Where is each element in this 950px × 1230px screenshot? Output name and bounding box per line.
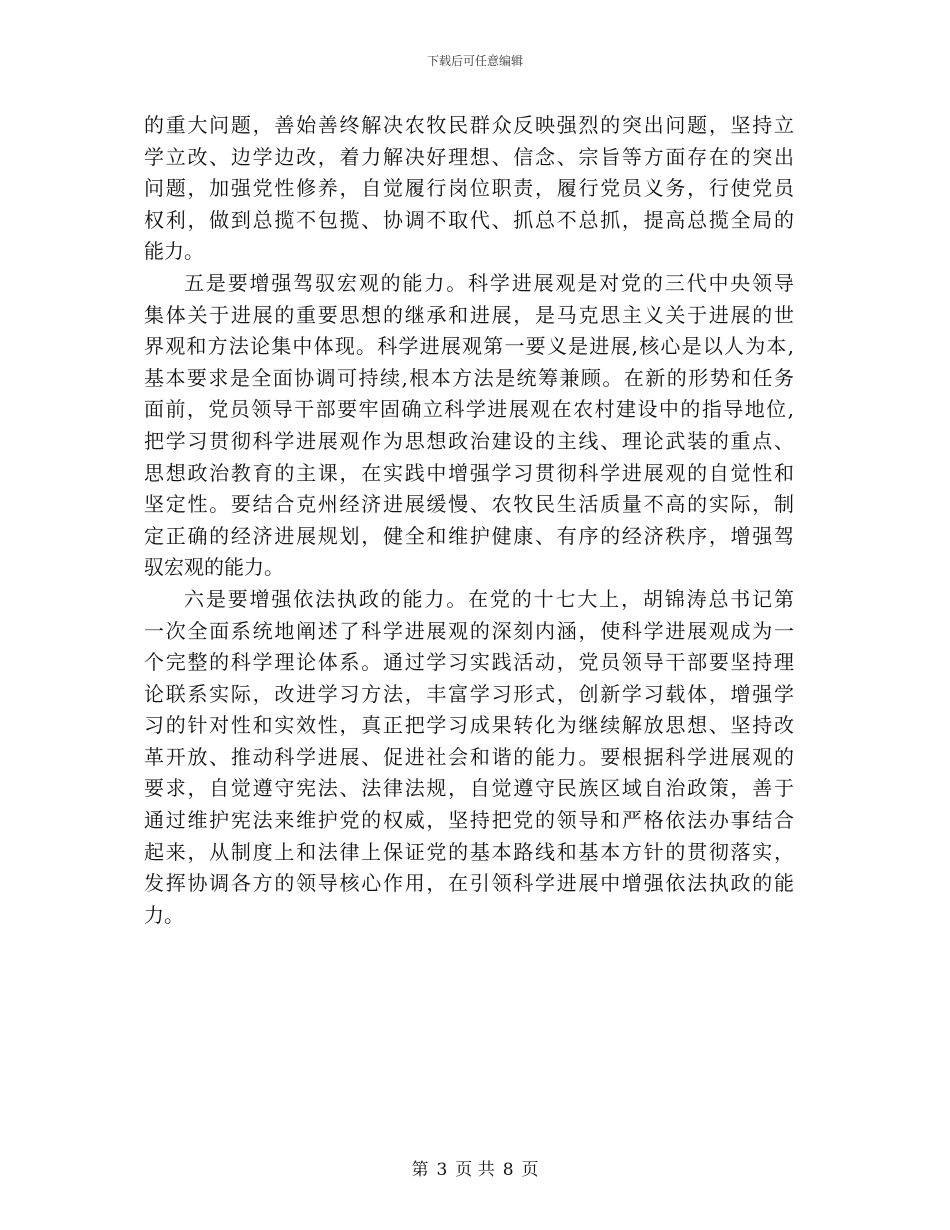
text-line: 集体关于进展的重要思想的继承和进展，是马克思主义关于进展的世 (144, 302, 794, 327)
text-line: 的重大问题，善始善终解决农牧民群众反映强烈的突出问题，坚持立 (144, 113, 794, 137)
paragraph (144, 584, 794, 932)
footer-prefix: 第 (411, 1160, 429, 1180)
text-line: 六是要增强依法执政的能力。在党的十七大上，胡锦涛总书记第 (184, 586, 794, 611)
text-line: 力。 (144, 902, 184, 927)
text-line: 习的针对性和实效性，真正把学习成果转化为继续解放思想、坚持改 (144, 713, 794, 738)
text-line: 把学习贯彻科学进展观作为思想政治建设的主线、理论武装的重点、 (144, 428, 794, 453)
paragraph (144, 110, 794, 268)
paragraph (144, 268, 794, 584)
text-line: 能力。 (144, 239, 204, 264)
footer-middle: 页 共 (455, 1160, 495, 1180)
text-line: 论联系实际，改进学习方法，丰富学习形式，创新学习载体，增强学 (144, 681, 794, 706)
total-page-number: 8 (502, 1160, 514, 1180)
text-line: 要求，自觉遵守宪法、法律法规，自觉遵守民族区域自治政策，善于 (144, 776, 794, 801)
text-line: 革开放、推动科学进展、促进社会和谐的能力。要根据科学进展观的 (144, 744, 794, 769)
text-line: 面前，党员领导干部要牢固确立科学进展观在农村建设中的指导地位, (144, 397, 794, 422)
text-line: 个完整的科学理论体系。通过学习实践活动，党员领导干部要坚持理 (144, 650, 794, 675)
page-footer (0, 1155, 950, 1180)
text-line: 思想政治教育的主课，在实践中增强学习贯彻科学进展观的自觉性和 (144, 460, 794, 485)
text-line: 发挥协调各方的领导核心作用，在引领科学进展中增强依法执政的能 (144, 871, 794, 896)
text-line: 坚定性。要结合克州经济进展缓慢、农牧民生活质量不高的实际，制 (144, 492, 794, 517)
text-line: 通过维护宪法来维护党的权威，坚持把党的领导和严格依法办事结合 (144, 808, 794, 833)
text-line: 起来，从制度上和法律上保证党的基本路线和基本方针的贯彻落实， (144, 839, 794, 864)
text-line: 权利，做到总揽不包揽、协调不取代、抓总不总抓，提高总揽全局的 (144, 207, 794, 232)
text-line: 界观和方法论集中体现。科学进展观第一要义是进展,核心是以人为本, (144, 334, 794, 359)
text-line: 学立改、边学边改，着力解决好理想、信念、宗旨等方面存在的突出 (144, 144, 794, 169)
text-line: 基本要求是全面协调可持续,根本方法是统筹兼顾。在新的形势和任务 (144, 365, 794, 390)
document-body (144, 110, 794, 931)
current-page-number: 3 (436, 1160, 448, 1180)
page-header-note: 下载后可任意编辑 (426, 54, 523, 68)
text-line: 一次全面系统地阐述了科学进展观的深刻内涵，使科学进展观成为一 (144, 618, 794, 643)
text-line: 定正确的经济进展规划，健全和维护健康、有序的经济秩序，增强驾 (144, 523, 794, 548)
text-line: 驭宏观的能力。 (144, 555, 284, 580)
footer-suffix: 页 (521, 1160, 539, 1180)
text-line: 五是要增强驾驭宏观的能力。科学进展观是对党的三代中央领导 (184, 270, 794, 295)
text-line: 问题，加强党性修养，自觉履行岗位职责，履行党员义务，行使党员 (144, 176, 794, 201)
